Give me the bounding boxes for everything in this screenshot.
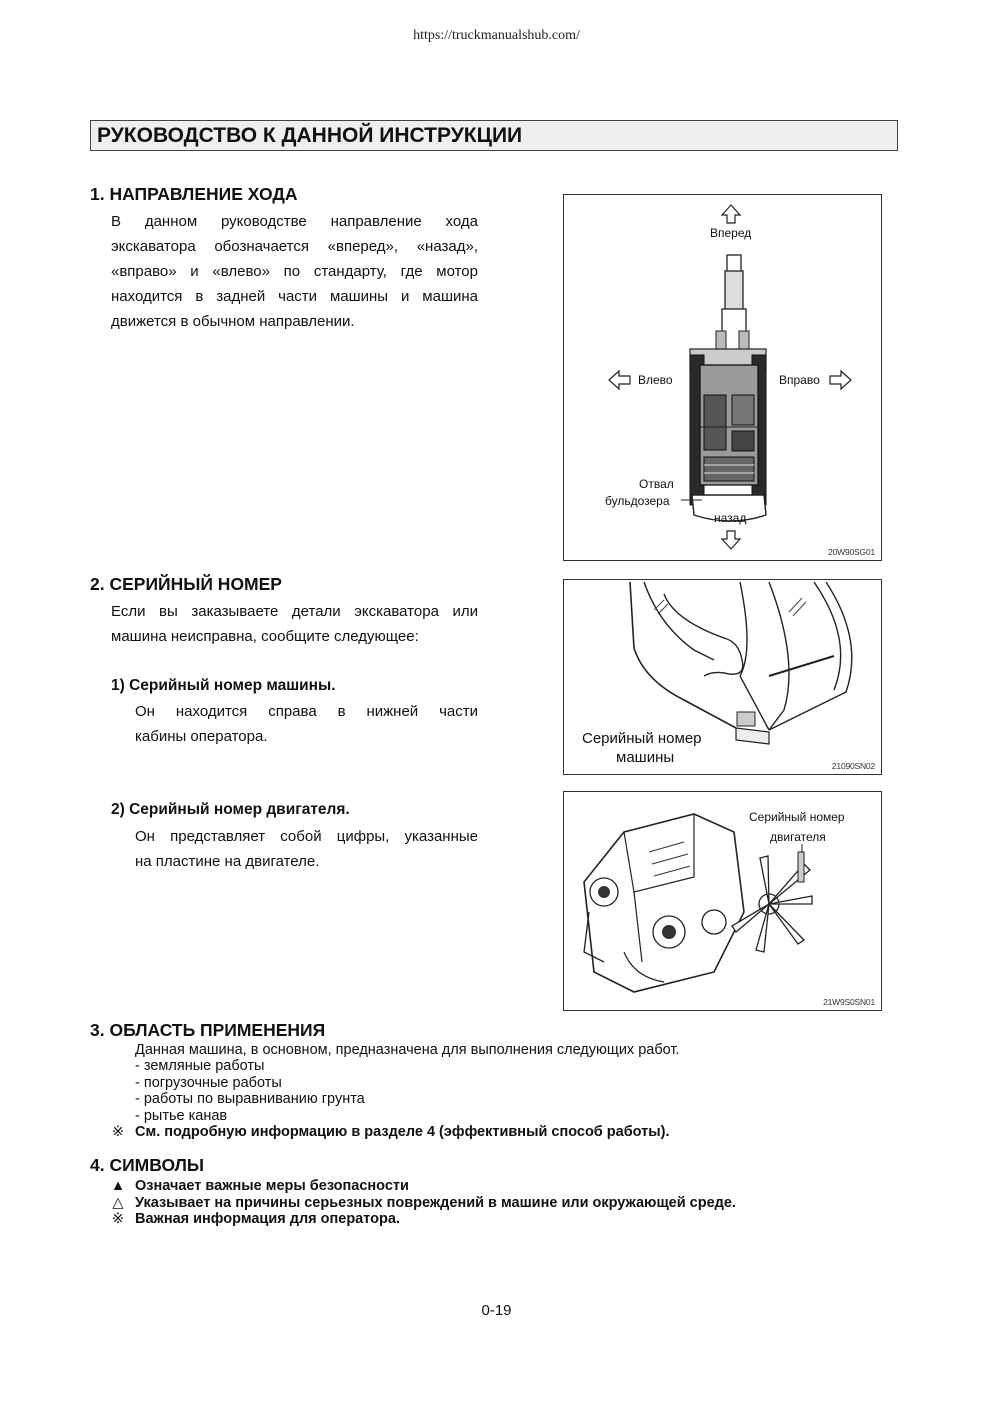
forward-label: Вперед — [710, 226, 752, 240]
section4-heading: 4. СИМВОЛЫ — [90, 1155, 205, 1175]
symbol-row-damage — [105, 1195, 736, 1212]
item1-heading: 1) Серийный номер машины. — [111, 677, 336, 694]
item2-heading: 2) Серийный номер двигателя. — [111, 801, 350, 818]
symbol-row-info — [105, 1211, 736, 1228]
list-item: - земляные работы — [135, 1058, 265, 1074]
list-item: - погрузочные работы — [135, 1074, 282, 1091]
symbol-text: Важная информация для оператора. — [135, 1211, 400, 1227]
warning-filled-triangle-icon: ▲ — [110, 1178, 126, 1194]
section3-note-text: См. подробную информацию в разделе 4 (эффективный способ работы). — [135, 1124, 670, 1140]
right-label: Вправо — [779, 373, 820, 387]
serial-plate-icon — [737, 712, 755, 726]
section2-line: машина неисправна, сообщите следующее: — [111, 628, 419, 645]
arrow-left-icon — [609, 371, 630, 389]
note-mark-icon: ※ — [111, 1124, 125, 1140]
item2-line: Он представляет собой цифры, указанные — [135, 828, 478, 845]
section2-heading: 2. СЕРИЙНЫЙ НОМЕР — [90, 574, 282, 594]
section3-heading: 3. ОБЛАСТЬ ПРИМЕНЕНИЯ — [90, 1020, 326, 1040]
dozer-label-line1: Отвал — [639, 477, 674, 491]
section1-line: движется в обычном направлении. — [111, 313, 355, 330]
section1-line: экскаватора обозначается «вперед», «назад», — [111, 238, 478, 255]
section2-line: Если вы заказываете детали экскаватора или — [111, 603, 478, 620]
cabin-serial-label-line1: Серийный номер — [582, 730, 702, 747]
figure-code: 20W90SG01 — [828, 547, 875, 557]
engine-drawing — [564, 792, 883, 1012]
figure-code: 21W9S0SN01 — [823, 997, 875, 1007]
list-item: - рытье канав — [135, 1107, 228, 1124]
symbols-list — [105, 1178, 736, 1228]
section3-intro: Данная машина, в основном, предназначена для выполнения следующих работ. — [135, 1042, 680, 1058]
caution-outline-triangle-icon: △ — [112, 1194, 124, 1211]
cabin-serial-figure — [563, 579, 882, 775]
section1-line: находится в задней части машины и машина — [111, 288, 478, 305]
symbol-text: Означает важные меры безопасности — [135, 1178, 409, 1194]
section3-note — [105, 1124, 670, 1141]
item1-line: Он находится справа в нижней части — [135, 703, 478, 720]
page-number: 0-19 — [481, 1302, 512, 1319]
item1-line: кабины оператора. — [135, 728, 268, 745]
figure-code: 21090SN02 — [831, 761, 875, 771]
engine-plate-icon — [798, 852, 804, 882]
section1-paragraph — [111, 209, 478, 334]
list-item: - работы по выравниванию грунта — [135, 1091, 365, 1107]
cabin-serial-label-line2: машины — [616, 749, 675, 766]
page-title: РУКОВОДСТВО К ДАННОЙ ИНСТРУКЦИИ — [97, 124, 523, 147]
symbol-row-safety — [105, 1178, 736, 1195]
travel-direction-figure — [563, 194, 882, 561]
engine-serial-label-line2: двигателя — [770, 830, 826, 844]
section3-list — [135, 1058, 365, 1124]
arrow-up-icon — [722, 205, 740, 223]
section1-heading: 1. НАПРАВЛЕНИЕ ХОДА — [90, 184, 298, 204]
dozer-label-line2: бульдозера — [605, 494, 670, 508]
section1-line: «вправо» и «влево» по стандарту, где мотор — [111, 263, 478, 280]
section2-paragraph — [111, 599, 478, 649]
reference-mark-icon: ※ — [111, 1211, 125, 1227]
item2-paragraph — [135, 824, 478, 874]
page-title-banner — [90, 120, 898, 151]
item1-paragraph — [135, 699, 478, 749]
left-label: Влево — [638, 373, 673, 387]
source-url[interactable]: https://truckmanualshub.com/ — [413, 28, 580, 43]
engine-serial-figure — [563, 791, 882, 1011]
arrow-right-icon — [830, 371, 851, 389]
engine-serial-label-line1: Серийный номер — [749, 810, 845, 824]
item2-line: на пластине на двигателе. — [135, 853, 320, 870]
arrow-down-icon — [722, 531, 740, 549]
back-label: назад — [714, 511, 747, 525]
symbol-text: Указывает на причины серьезных повреждений в машине или окружающей среде. — [135, 1194, 736, 1211]
section1-line: В данном руководстве направление хода — [111, 213, 478, 230]
